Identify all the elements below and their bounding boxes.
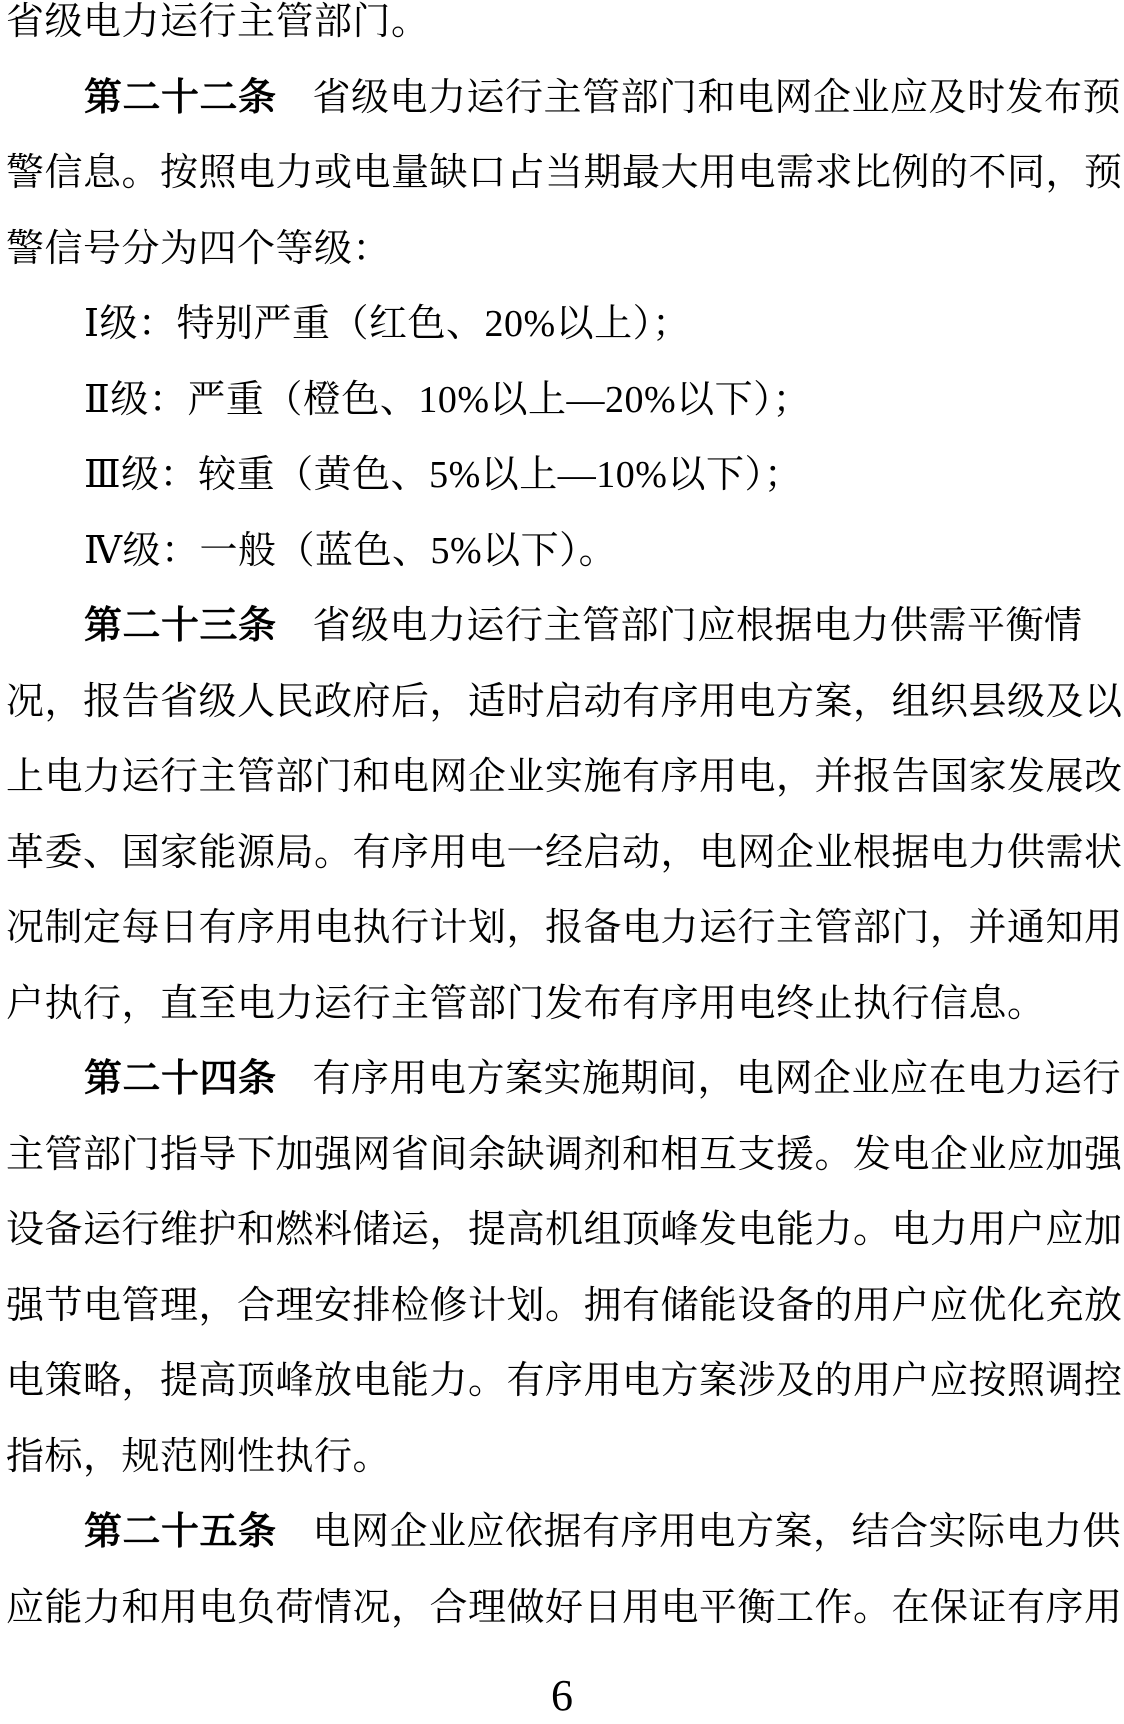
- text-line: [6, 1269, 1123, 1345]
- line-text: 警信息。按照电力或电量缺口占当期最大用电需求比例的不同，预: [6, 152, 1123, 194]
- article-number: 第二十二条: [84, 76, 277, 119]
- line-text: Ⅲ级：较重（黄色、5%以上—10%以下）；: [84, 454, 803, 496]
- line-text: 况制定每日有序用电执行计划，报备电力运行主管部门，并通知用: [6, 907, 1123, 949]
- text-line: [6, 740, 1123, 816]
- line-text: 电网企业应依据有序用电方案，结合实际电力供: [312, 1511, 1122, 1553]
- line-text: Ⅱ级：严重（橙色、10%以上—20%以下）；: [84, 378, 812, 421]
- text-line: [6, 136, 1123, 212]
- text-line: [6, 363, 1120, 439]
- line-text: 应能力和用电负荷情况，合理做好日用电平衡工作。在保证有序用: [6, 1586, 1123, 1629]
- text-line: [6, 1344, 1123, 1420]
- text-line: [6, 1193, 1123, 1269]
- line-text: Ⅳ级：一般（蓝色、5%以下）。: [84, 529, 618, 572]
- text-line: [6, 61, 1120, 137]
- line-text: Ⅰ级：特别严重（红色、20%以上）；: [84, 303, 691, 345]
- page-number: 6: [551, 1671, 573, 1720]
- line-text: 指标，规范刚性执行。: [6, 1435, 392, 1478]
- text-line: [6, 438, 1120, 514]
- text-line: [6, 1420, 1120, 1496]
- line-text: 设备运行维护和燃料储运，提高机组顶峰发电能力。电力用户应加: [6, 1209, 1123, 1251]
- text-line: [6, 514, 1120, 590]
- line-text: 主管部门指导下加强网省间余缺调剂和相互支援。发电企业应加强: [6, 1133, 1123, 1176]
- text-line: [6, 1042, 1120, 1118]
- line-text: 户执行，直至电力运行主管部门发布有序用电终止执行信息。: [6, 982, 1046, 1025]
- text-line: [6, 891, 1123, 967]
- line-text: 革委、国家能源局。有序用电一经启动，电网企业根据电力供需状: [6, 831, 1123, 874]
- line-text: 警信号分为四个等级：: [6, 227, 392, 270]
- line-text: 省级电力运行主管部门和电网企业应及时发布预: [312, 76, 1122, 119]
- line-text: 上电力运行主管部门和电网企业实施有序用电，并报告国家发展改: [6, 756, 1123, 798]
- line-text: 电策略，提高顶峰放电能力。有序用电方案涉及的用户应按照调控: [6, 1360, 1123, 1402]
- text-line: [6, 212, 1120, 288]
- text-line: [6, 589, 1120, 665]
- article-number: 第二十三条: [84, 605, 277, 647]
- line-text: 有序用电方案实施期间，电网企业应在电力运行: [312, 1058, 1122, 1100]
- text-line: [6, 816, 1123, 892]
- line-text: 况，报告省级人民政府后，适时启动有序用电方案，组织县级及以: [6, 680, 1123, 723]
- line-text: 强节电管理，合理安排检修计划。拥有储能设备的用户应优化充放: [6, 1284, 1123, 1327]
- text-line: [6, 0, 1120, 61]
- text-line: [6, 287, 1120, 363]
- text-line: [6, 967, 1120, 1043]
- text-line: [6, 1571, 1123, 1647]
- text-line: [6, 1495, 1120, 1571]
- article-number: 第二十五条: [84, 1511, 277, 1553]
- line-text: 省级电力运行主管部门。: [6, 1, 430, 43]
- text-line: [6, 1118, 1123, 1194]
- article-number: 第二十四条: [84, 1058, 277, 1100]
- text-line: [6, 665, 1123, 741]
- line-text: 省级电力运行主管部门应根据电力供需平衡情: [312, 605, 1083, 647]
